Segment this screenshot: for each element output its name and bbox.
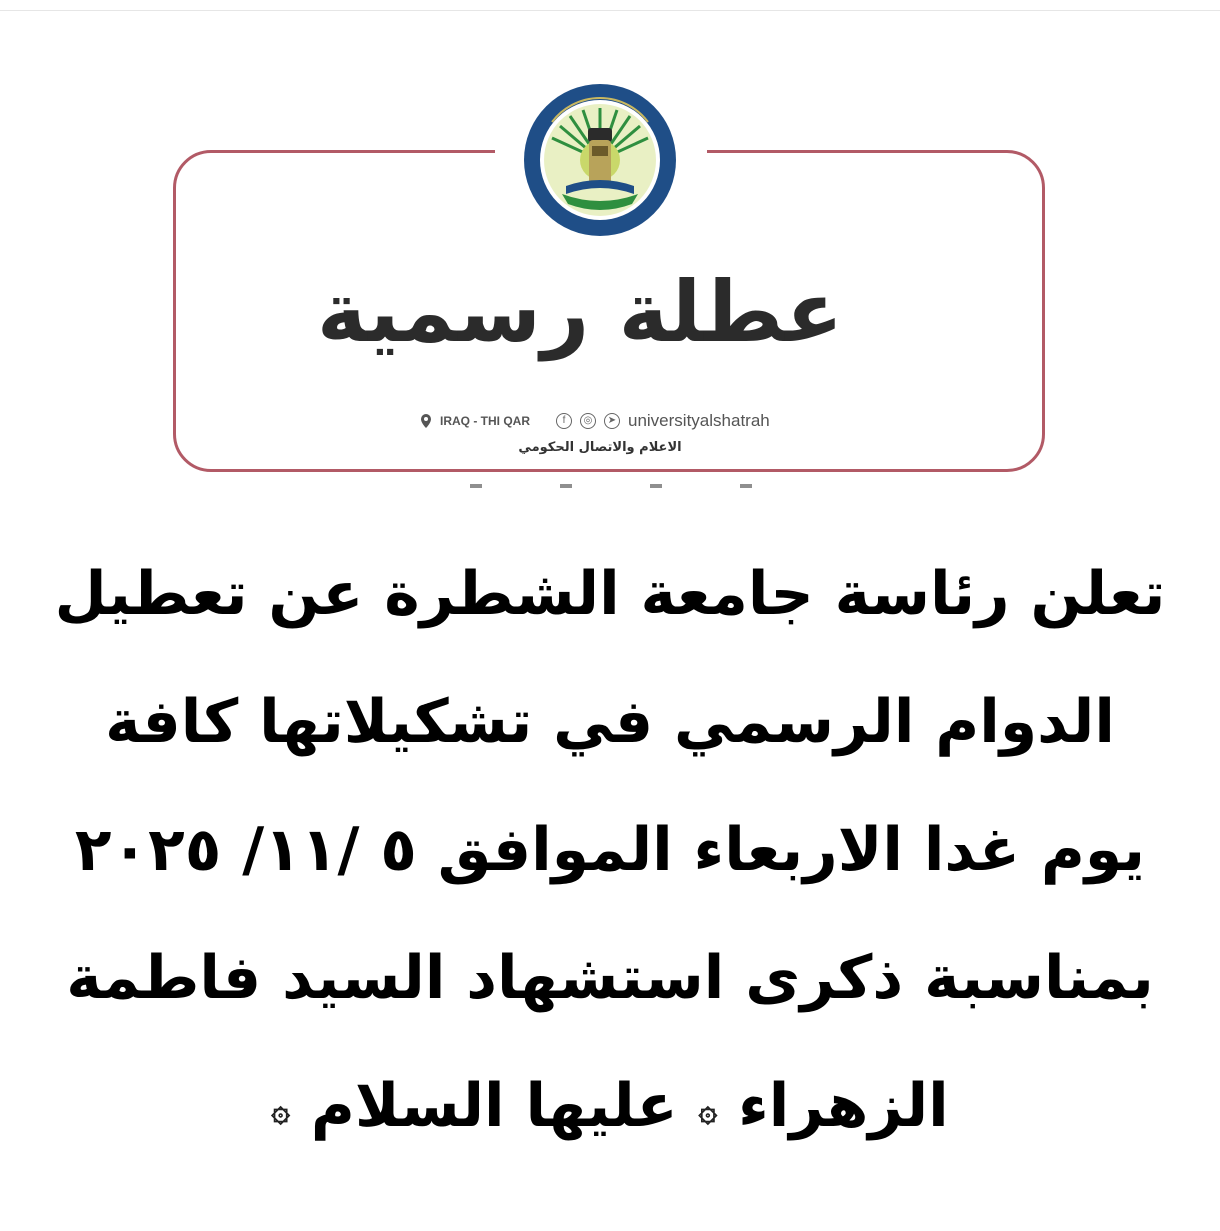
announcement-line-1: تعلن رئاسة جامعة الشطرة عن تعطيل: [54, 559, 1166, 629]
top-divider: [0, 10, 1220, 11]
contact-row: [420, 410, 800, 432]
media-department: الاعلام والاتصال الحكومي: [518, 440, 682, 455]
title-banner: [300, 252, 860, 372]
ornament-icon: ۞: [271, 1090, 291, 1129]
announcement-line-4: بمناسبة ذكرى استشهاد السيد فاطمة: [66, 943, 1154, 1013]
holiday-title: عطلة رسمية: [316, 263, 844, 361]
facebook-icon: f: [556, 413, 572, 429]
telegram-icon: ➤: [604, 413, 620, 429]
name-text: الزهراء: [738, 1071, 949, 1141]
social-handle: universityalshatrah: [628, 411, 770, 430]
ornament-icon: ۞: [698, 1090, 718, 1129]
instagram-icon: ◎: [580, 413, 596, 429]
banner-underline: [470, 484, 830, 488]
location-text: IRAQ - THI QAR: [440, 414, 530, 428]
announcement-line-5: [40, 1042, 1180, 1170]
location-pin-icon: [420, 414, 432, 428]
announcement-line-3: يوم غدا الاربعاء الموافق ٥ /١١/ ٢٠٢٥: [74, 815, 1146, 885]
announcement-body: [40, 530, 1180, 1170]
university-seal-icon: [522, 82, 678, 238]
blessing-text: عليها السلام: [310, 1071, 678, 1141]
announcement-line-2: الدوام الرسمي في تشكيلاتها كافة: [105, 687, 1115, 757]
